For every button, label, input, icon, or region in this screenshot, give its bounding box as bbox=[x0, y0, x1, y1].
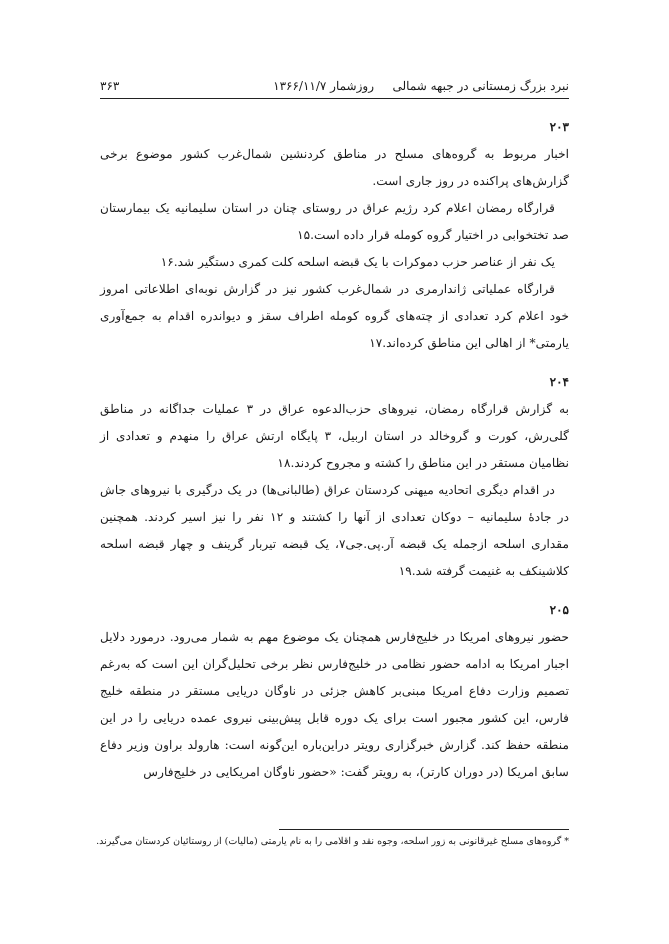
footnote-rule bbox=[279, 829, 569, 830]
entry-number: ۲۰۳ bbox=[549, 120, 569, 134]
entry-205 bbox=[100, 597, 569, 786]
entry-number: ۲۰۵ bbox=[549, 603, 569, 617]
book-title: نبرد بزرگ زمستانی در جبهه شمالی bbox=[392, 79, 569, 93]
diary-date: روزشمار ۱۳۶۶/۱۱/۷ bbox=[273, 79, 374, 93]
footnote: * گروه‌های مسلح غیرقانونی به زور اسلحه، وجوه نقد و اقلامی را به نام یارمتی (مالیات) از روستائیان کردستان می‌گیرند. bbox=[96, 836, 569, 847]
paragraph: حضور نیروهای امریکا در خلیج‌فارس همچنان یک موضوع مهم به شمار می‌رود. درمورد دلایل اجبار امریکا به ادامه حضور نظامی در خلیج‌فارس نظر برخی تحلیل‌گران این است که به‌رغم تصمیم وزارت دفاع امریکا مبنی‌بر کاهش جزئی در ناوگان دریایی مستقر در منطقه خلیج فارس، این کشور مجبور است برای یک دوره قابل پیش‌بینی نیروی عمده دریایی را در این منطقه حفظ کند. گزارش خبرگزاری رویتر دراین‌باره این‌گونه است: هارولد براون وزیر دفاع سابق امریکا (در دوران کارتر)، به رویتر گفت: «حضور ناوگان امریکایی در خلیج‌فارس bbox=[100, 630, 569, 779]
paragraph: به گزارش قرارگاه رمضان، نیروهای حزب‌الدعوه عراق در ۳ عملیات جداگانه در مناطق گلی‌رش، کورت و گروخالد در استان اربیل، ۳ پایگاه ارتش عراق را منهدم و تعدادی از نظامیان مستقر در این مناطق را کشته و مجروح کردند.۱۸ bbox=[100, 402, 569, 470]
entry-203 bbox=[100, 114, 569, 357]
paragraph: در اقدام دیگری اتحادیه میهنی کردستان عراق (طالبانی‌ها) در یک درگیری با نیروهای جاش در جادهٔ سلیمانیه – دوکان تعدادی از آنها را کشتند و ۱۲ نفر را نیز اسیر کردند. همچنین مقداری اسلحه ازجمله یک قبضه آر.پی.جی۷، یک قبضه تیربار گرینف و چهار قبضه اسلحه کلاشینکف به غنیمت گرفته شد.۱۹ bbox=[100, 483, 569, 578]
running-header bbox=[100, 78, 569, 100]
page-body bbox=[100, 114, 569, 798]
header-rule bbox=[100, 98, 569, 99]
paragraph: قرارگاه عملیاتی ژاندارمری در شمال‌غرب کشور نیز در گزارش نوبه‌ای اطلاعاتی امروز خود اعلام کرد تعدادی از چته‌های گروه کومله اطراف سقز و دیواندره اقدام به جمع‌آوری یارمتی* از اهالی این مناطق کرده‌اند.۱۷ bbox=[100, 282, 569, 350]
paragraph: قرارگاه رمضان اعلام کرد رژیم عراق در روستای چنان در استان سلیمانیه یک بیمارستان صد تختخوابی در اختیار گروه کومله قرار داده است.۱۵ bbox=[100, 201, 569, 242]
entry-number: ۲۰۴ bbox=[549, 375, 569, 389]
paragraph: اخبار مربوط به گروه‌های مسلح در مناطق کردنشین شمال‌غرب کشور موضوع برخی گزارش‌های پراکنده در روز جاری است. bbox=[100, 147, 569, 188]
entry-204 bbox=[100, 369, 569, 585]
paragraph: یک نفر از عناصر حزب دموکرات با یک قبضه اسلحه کلت کمری دستگیر شد.۱۶ bbox=[160, 255, 555, 269]
page-number: ۳۶۳ bbox=[100, 79, 120, 93]
